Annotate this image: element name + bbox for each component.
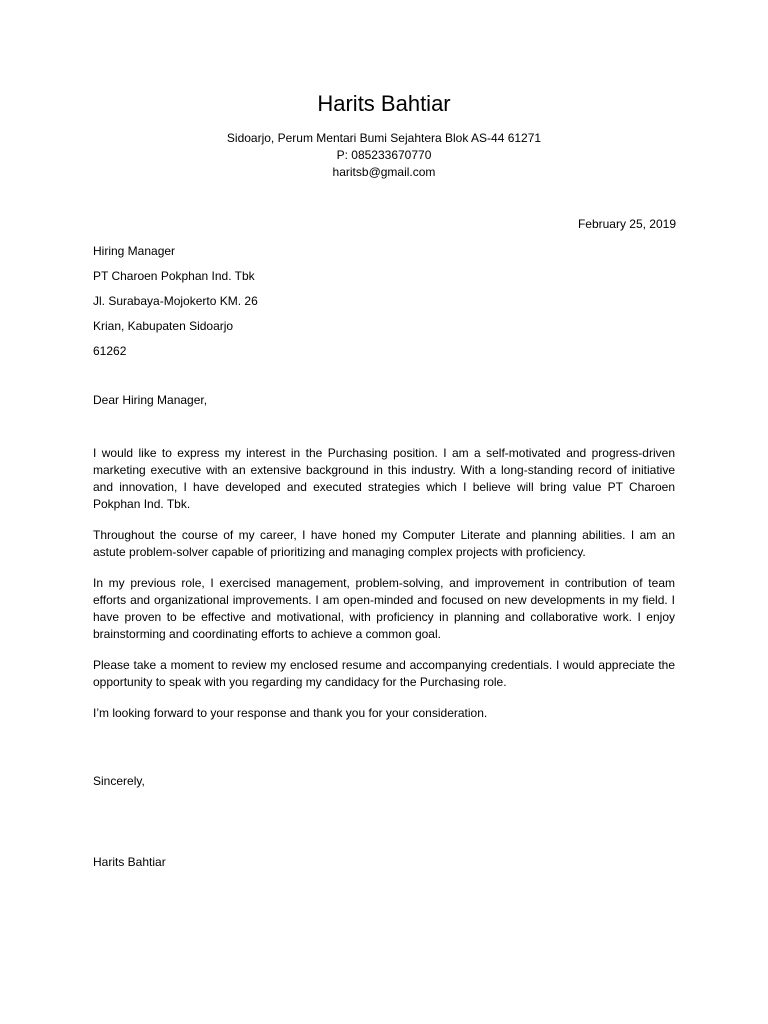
body-paragraph: I would like to express my interest in the Purchasing position. I am a self-motivated and progress-driven marketing executive with an extensive background in this industry. With a long-standing record of initiative and innovation, I have developed and executed strategies which I believe will bring value PT Charoen Pokphan Ind. Tbk. bbox=[93, 446, 675, 511]
sender-email: haritsb@gmail.com bbox=[332, 165, 436, 179]
recipient-postal-code: 61262 bbox=[93, 344, 127, 358]
recipient-title: Hiring Manager bbox=[93, 244, 176, 258]
signature-name: Harits Bahtiar bbox=[93, 855, 166, 869]
body-paragraph: In my previous role, I exercised management, problem-solving, and improvement in contribution of team efforts and organizational improvements. I am open-minded and focused on new developments in my field. I have proven to be effective and motivational, with proficiency in planning and collaborative work. I enjoy brainstorming and coordinating efforts to achieve a common goal. bbox=[93, 576, 675, 641]
letter-date: February 25, 2019 bbox=[577, 217, 676, 231]
body-paragraph: Please take a moment to review my enclosed resume and accompanying credentials. I would appreciate the opportunity to speak with you regarding my candidacy for the Purchasing role. bbox=[93, 658, 675, 689]
sender-address: Sidoarjo, Perum Mentari Bumi Sejahtera Blok AS-44 61271 bbox=[226, 131, 542, 145]
sender-contact-block bbox=[0, 130, 768, 181]
sender-name: Harits Bahtiar bbox=[317, 91, 451, 116]
recipient-company: PT Charoen Pokphan Ind. Tbk bbox=[93, 269, 255, 283]
closing: Sincerely, bbox=[93, 774, 145, 788]
recipient-street: Jl. Surabaya-Mojokerto KM. 26 bbox=[93, 294, 258, 308]
recipient-city: Krian, Kabupaten Sidoarjo bbox=[93, 319, 234, 333]
body-paragraph: Throughout the course of my career, I have honed my Computer Literate and planning abilities. I am an astute problem-solver capable of prioritizing and managing complex projects with proficiency. bbox=[93, 528, 675, 559]
sender-phone: P: 085233670770 bbox=[336, 148, 432, 162]
body-paragraph: I’m looking forward to your response and thank you for your consideration. bbox=[93, 706, 488, 720]
recipient-block bbox=[93, 243, 258, 368]
letter-body bbox=[93, 445, 675, 736]
salutation: Dear Hiring Manager, bbox=[93, 393, 208, 407]
